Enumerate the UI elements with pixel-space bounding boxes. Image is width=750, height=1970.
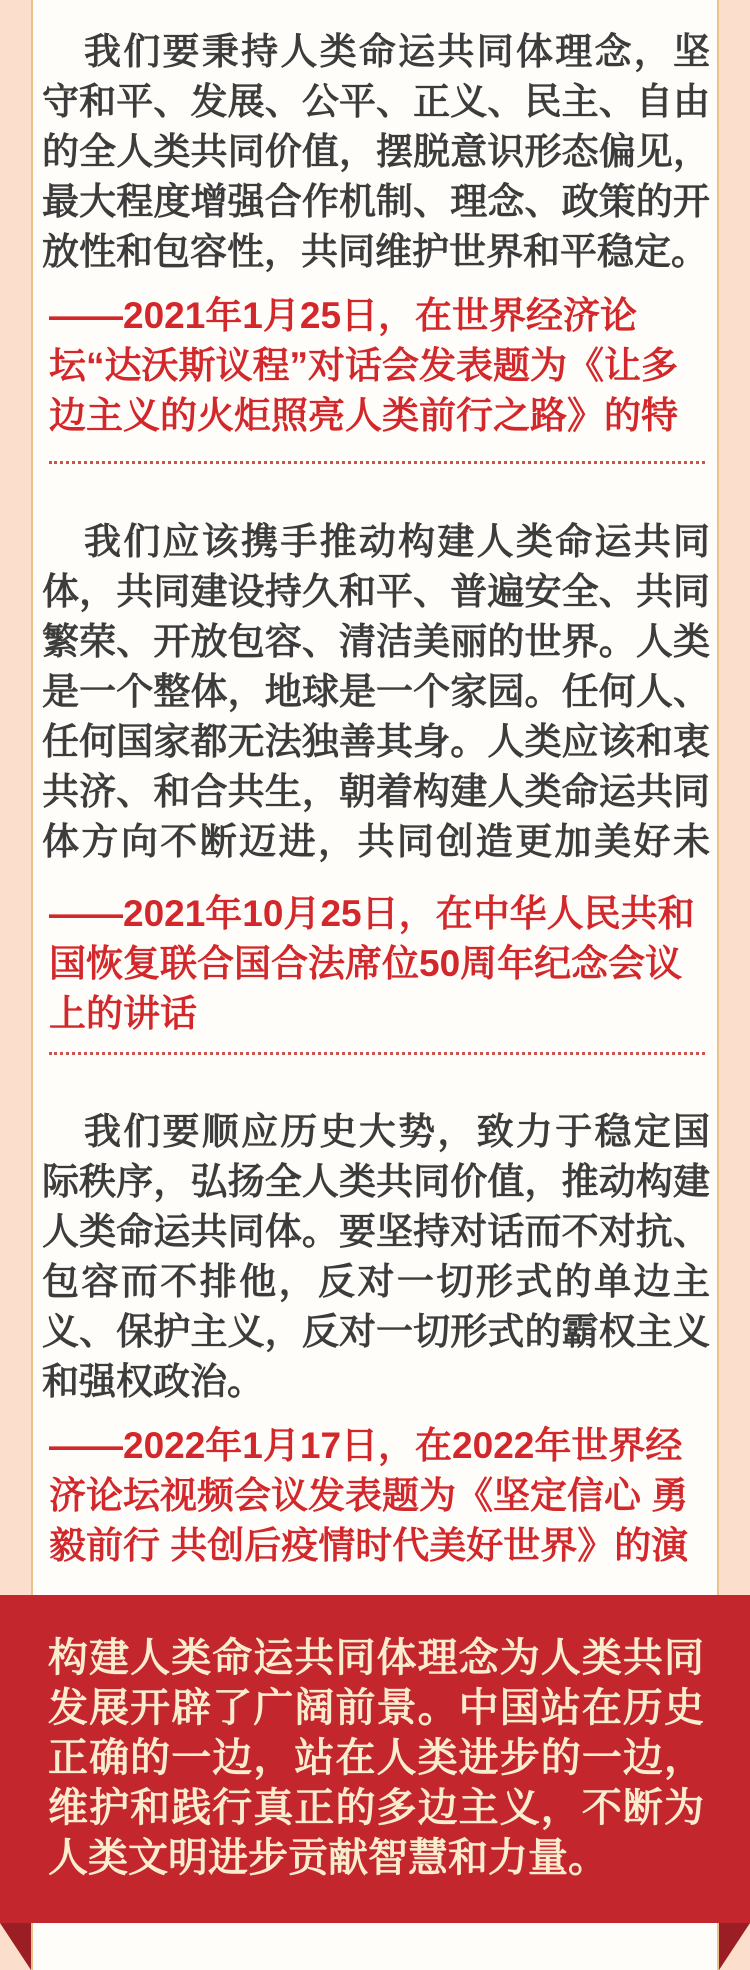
dotted-divider-2	[49, 1052, 705, 1055]
conclusion-banner-text: 构建人类命运共同体理念为人类共同发展开辟了广阔前景。中国站在历史正确的一边，站在人类进步的一边，维护和践行真正的多边主义，不断为人类文明进步贡献智慧和力量。	[48, 1636, 704, 1880]
quote-paragraph-2: 我们应该携手推动构建人类命运共同体，共同建设持久和平、普遍安全、共同繁荣、开放包容、清洁美丽的世界。人类是一个整体，地球是一个家园。任何人、任何国家都无法独善其身。人类应该和衷共济、和合共生，朝着构建人类命运共同体方向不断迈进，共同创造更加美好未	[42, 521, 710, 862]
source-citation-3: ——2022年1月17日，在2022年世界经济论坛视频会议发表题为《坚定信心 勇毅前行 共创后疫情时代美好世界》的演	[49, 1425, 689, 1566]
source-citation-1: ——2021年1月25日，在世界经济论坛“达沃斯议程”对话会发表题为《让多边主义的火炬照亮人类前行之路》的特	[49, 295, 678, 436]
conclusion-banner	[0, 1595, 750, 1923]
quote-paragraph-1: 我们要秉持人类命运共同体理念，坚守和平、发展、公平、正义、民主、自由的全人类共同价值，摆脱意识形态偏见，最大程度增强合作机制、理念、政策的开放性和包容性，共同维护世界和平稳定。	[42, 31, 710, 272]
dotted-divider-1	[49, 461, 705, 464]
ribbon-fold-right	[719, 1923, 750, 1970]
ribbon-fold-left	[0, 1923, 31, 1970]
quote-paragraph-3: 我们要顺应历史大势，致力于稳定国际秩序，弘扬全人类共同价值，推动构建人类命运共同体。要坚持对话而不对抗、包容而不排他，反对一切形式的单边主义、保护主义，反对一切形式的霸权主义和强权政治。	[42, 1111, 710, 1402]
source-citation-2: ——2021年10月25日，在中华人民共和国恢复联合国合法席位50周年纪念会议上的讲话	[49, 893, 695, 1034]
